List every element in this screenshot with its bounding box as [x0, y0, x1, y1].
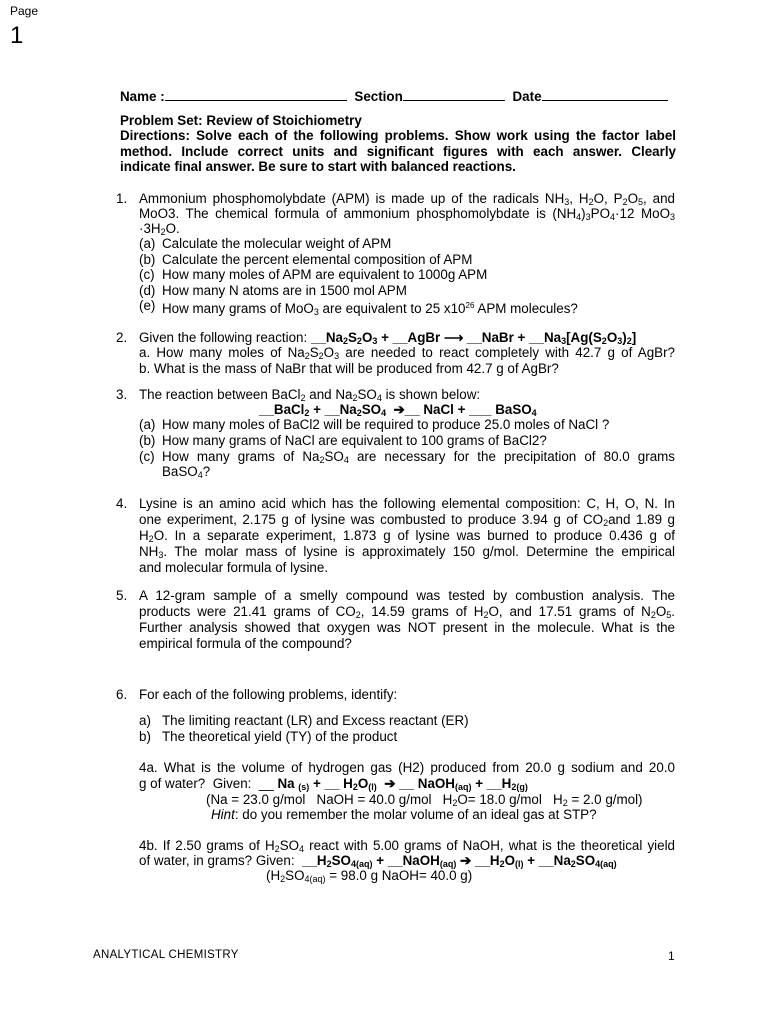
section-blank[interactable] — [403, 88, 505, 101]
section-label: Section — [354, 89, 403, 104]
q6-part-a: The limiting reactant (LR) and Excess reactant (ER) — [162, 713, 469, 728]
q1-part-c: How many moles of APM are equivalent to 1000g APM — [162, 267, 488, 282]
q5-line-2: products were 21.41 grams of $CO_2$, 14.59 grams of $H_2O$, and 17.51 grams of $N_2O_5$. — [139, 604, 675, 620]
q6-intro: For each of the following problems, identify: — [139, 687, 398, 702]
q1-part-c-label: (c) — [139, 267, 155, 282]
q3-part-b-label: (b) — [139, 433, 156, 448]
q3-part-c-line-2: BaSO$_4$? — [162, 464, 211, 480]
q6-4b-line-2: of water, in grams? Given: $\_\_H_2SO_{4(aq)}$ + __NaOH$_{(aq)}$ ➔ $\_\_H_2O_{(l)}$ + $\_\_Na_2SO_{4(aq)}$ — [139, 853, 617, 869]
q1-part-d: How many N atoms are in 1500 mol APM — [162, 283, 407, 298]
name-blank[interactable] — [165, 88, 347, 101]
q3-part-a: How many moles of BaCl2 will be required to produce 25.0 moles of NaCl ? — [162, 417, 610, 432]
q6-part-b: The theoretical yield (TY) of the product — [162, 729, 398, 744]
q5-number: 5. — [116, 588, 128, 603]
directions-line-1: Directions: Solve each of the following problems. Show work using the factor label — [120, 128, 676, 143]
q1-line-2: MoO3. The chemical formula of ammonium phosphomolybdate is $(NH_4)_3PO_4\cdot 12$ MoO$_3$ — [139, 206, 675, 222]
date-blank[interactable] — [542, 88, 668, 101]
q6-number: 6. — [116, 687, 128, 702]
date-label: Date — [512, 89, 542, 104]
q3-part-a-label: (a) — [139, 417, 156, 432]
q6-4a-line-1: 4a. What is the volume of hydrogen gas (H2) produced from 20.0 g sodium and 20.0 — [139, 760, 675, 775]
q1-part-a: Calculate the molecular weight of APM — [162, 236, 392, 251]
q1-part-e-label: (e) — [139, 298, 156, 313]
footer-course: ANALYTICAL CHEMISTRY — [93, 949, 239, 961]
q6-4a-molar-masses: (Na = 23.0 g/mol NaOH = 40.0 g/mol $H_2O= 18.0$ g/mol $H_2 = 2.0$ g/mol) — [206, 792, 643, 808]
q6-part-a-label: a) — [139, 713, 151, 728]
q1-part-e: How many grams of MoO$_3$ are equivalent to 25 $x10^{26}$ APM molecules? — [162, 301, 578, 317]
header-fields — [120, 88, 668, 105]
q2-part-b: b. What is the mass of NaBr that will be produced from 42.7 g of AgBr? — [139, 361, 559, 376]
q4-line-2: one experiment, 2.175 g of lysine was combusted to produce 3.94 g of $CO_2and$ 1.89 g — [139, 512, 675, 528]
page-number: 1 — [10, 22, 24, 49]
name-label: Name : — [120, 89, 165, 104]
hint-label: Hint — [211, 807, 235, 822]
directions-line-3: indicate final answer. Be sure to start with balanced reactions. — [120, 159, 516, 174]
q4-line-3: $H_2O$. In a separate experiment, 1.873 g of lysine was burned to produce 0.436 g of — [139, 528, 675, 544]
problem-set-title: Problem Set: Review of Stoichiometry — [120, 113, 362, 128]
q4-line-4: $NH_3$. The molar mass of lysine is approximately 150 g/mol. Determine the empirical — [139, 544, 675, 560]
q4-line-1: Lysine is an amino acid which has the following elemental composition: C, H, O, N. In — [139, 496, 675, 511]
q5-line-1: A 12-gram sample of a smelly compound was tested by combustion analysis. The — [139, 588, 675, 603]
q1-line-3: $\cdot 3H_2O$. — [139, 221, 180, 237]
page-label: Page — [10, 4, 39, 18]
footer-page-number: 1 — [668, 949, 675, 963]
q3-part-b: How many grams of NaCl are equivalent to 100 grams of BaCl2? — [162, 433, 547, 448]
directions-line-2: method. Include correct units and significant figures with each answer. Clearly — [120, 144, 676, 159]
q1-part-b: Calculate the percent elemental composition of APM — [162, 252, 473, 267]
q6-4b-line-1: 4b. If 2.50 grams of $H_2SO_4$ react with 5.00 grams of NaOH, what is the theoretical yield — [139, 838, 675, 854]
q3-intro: The reaction between BaCl$_2$ and $Na_2SO_4$ is shown below: — [139, 387, 481, 403]
q3-part-c-line-1: How many grams of $Na_2SO_4$ are necessary for the precipitation of 80.0 grams — [162, 449, 675, 465]
hint-text: : do you remember the molar volume of an ideal gas at STP? — [234, 807, 597, 822]
q3-part-c-label: (c) — [139, 449, 155, 464]
q6-part-b-label: b) — [139, 729, 151, 744]
q2-part-a: a. How many moles of $Na_2S_2O_3$ are needed to react completely with 42.7 g of AgBr? — [139, 345, 675, 361]
q6-4a-hint — [211, 807, 676, 823]
q1-part-b-label: (b) — [139, 252, 156, 267]
q1-number: 1. — [116, 191, 128, 206]
q3-reaction: __BaCl$_2$ + $\_\_Na_2SO_4$ ➔__ NaCl + ___ BaSO$_4$ — [259, 402, 537, 418]
q1-part-a-label: (a) — [139, 236, 156, 251]
q6-4b-molar-masses: ($H_2SO_{4(aq)} = 98.0$ g NaOH= 40.0 g) — [266, 868, 473, 884]
q2-number: 2. — [116, 330, 128, 345]
q5-line-3: Further analysis showed that oxygen was NOT present in the molecule. What is the — [139, 620, 675, 635]
q1-part-d-label: (d) — [139, 283, 156, 298]
q6-4a-line-2: g of water? Given: __ Na $_{(s)}$ + __ $H_2O_{(l)}$ ➔ __ NaOH$_{(aq)}$ + $\_\_H_{2(g)}$ — [139, 776, 528, 792]
q4-line-5: and molecular formula of lysine. — [139, 560, 329, 575]
q2-reaction: Given the following reaction: $\_\_Na_2S_2O_3$ + __AgBr ⟶ __NaBr + $\_\_Na_3[Ag(S_2O_3)_2]$ — [139, 330, 637, 346]
q3-number: 3. — [116, 387, 128, 402]
q1-line-1: Ammonium phosphomolybdate (APM) is made up of the radicals $NH_3$, $H_2O$, $P_2O_5$, and — [139, 191, 675, 207]
q4-number: 4. — [116, 496, 128, 511]
q5-line-4: empirical formula of the compound? — [139, 636, 352, 651]
